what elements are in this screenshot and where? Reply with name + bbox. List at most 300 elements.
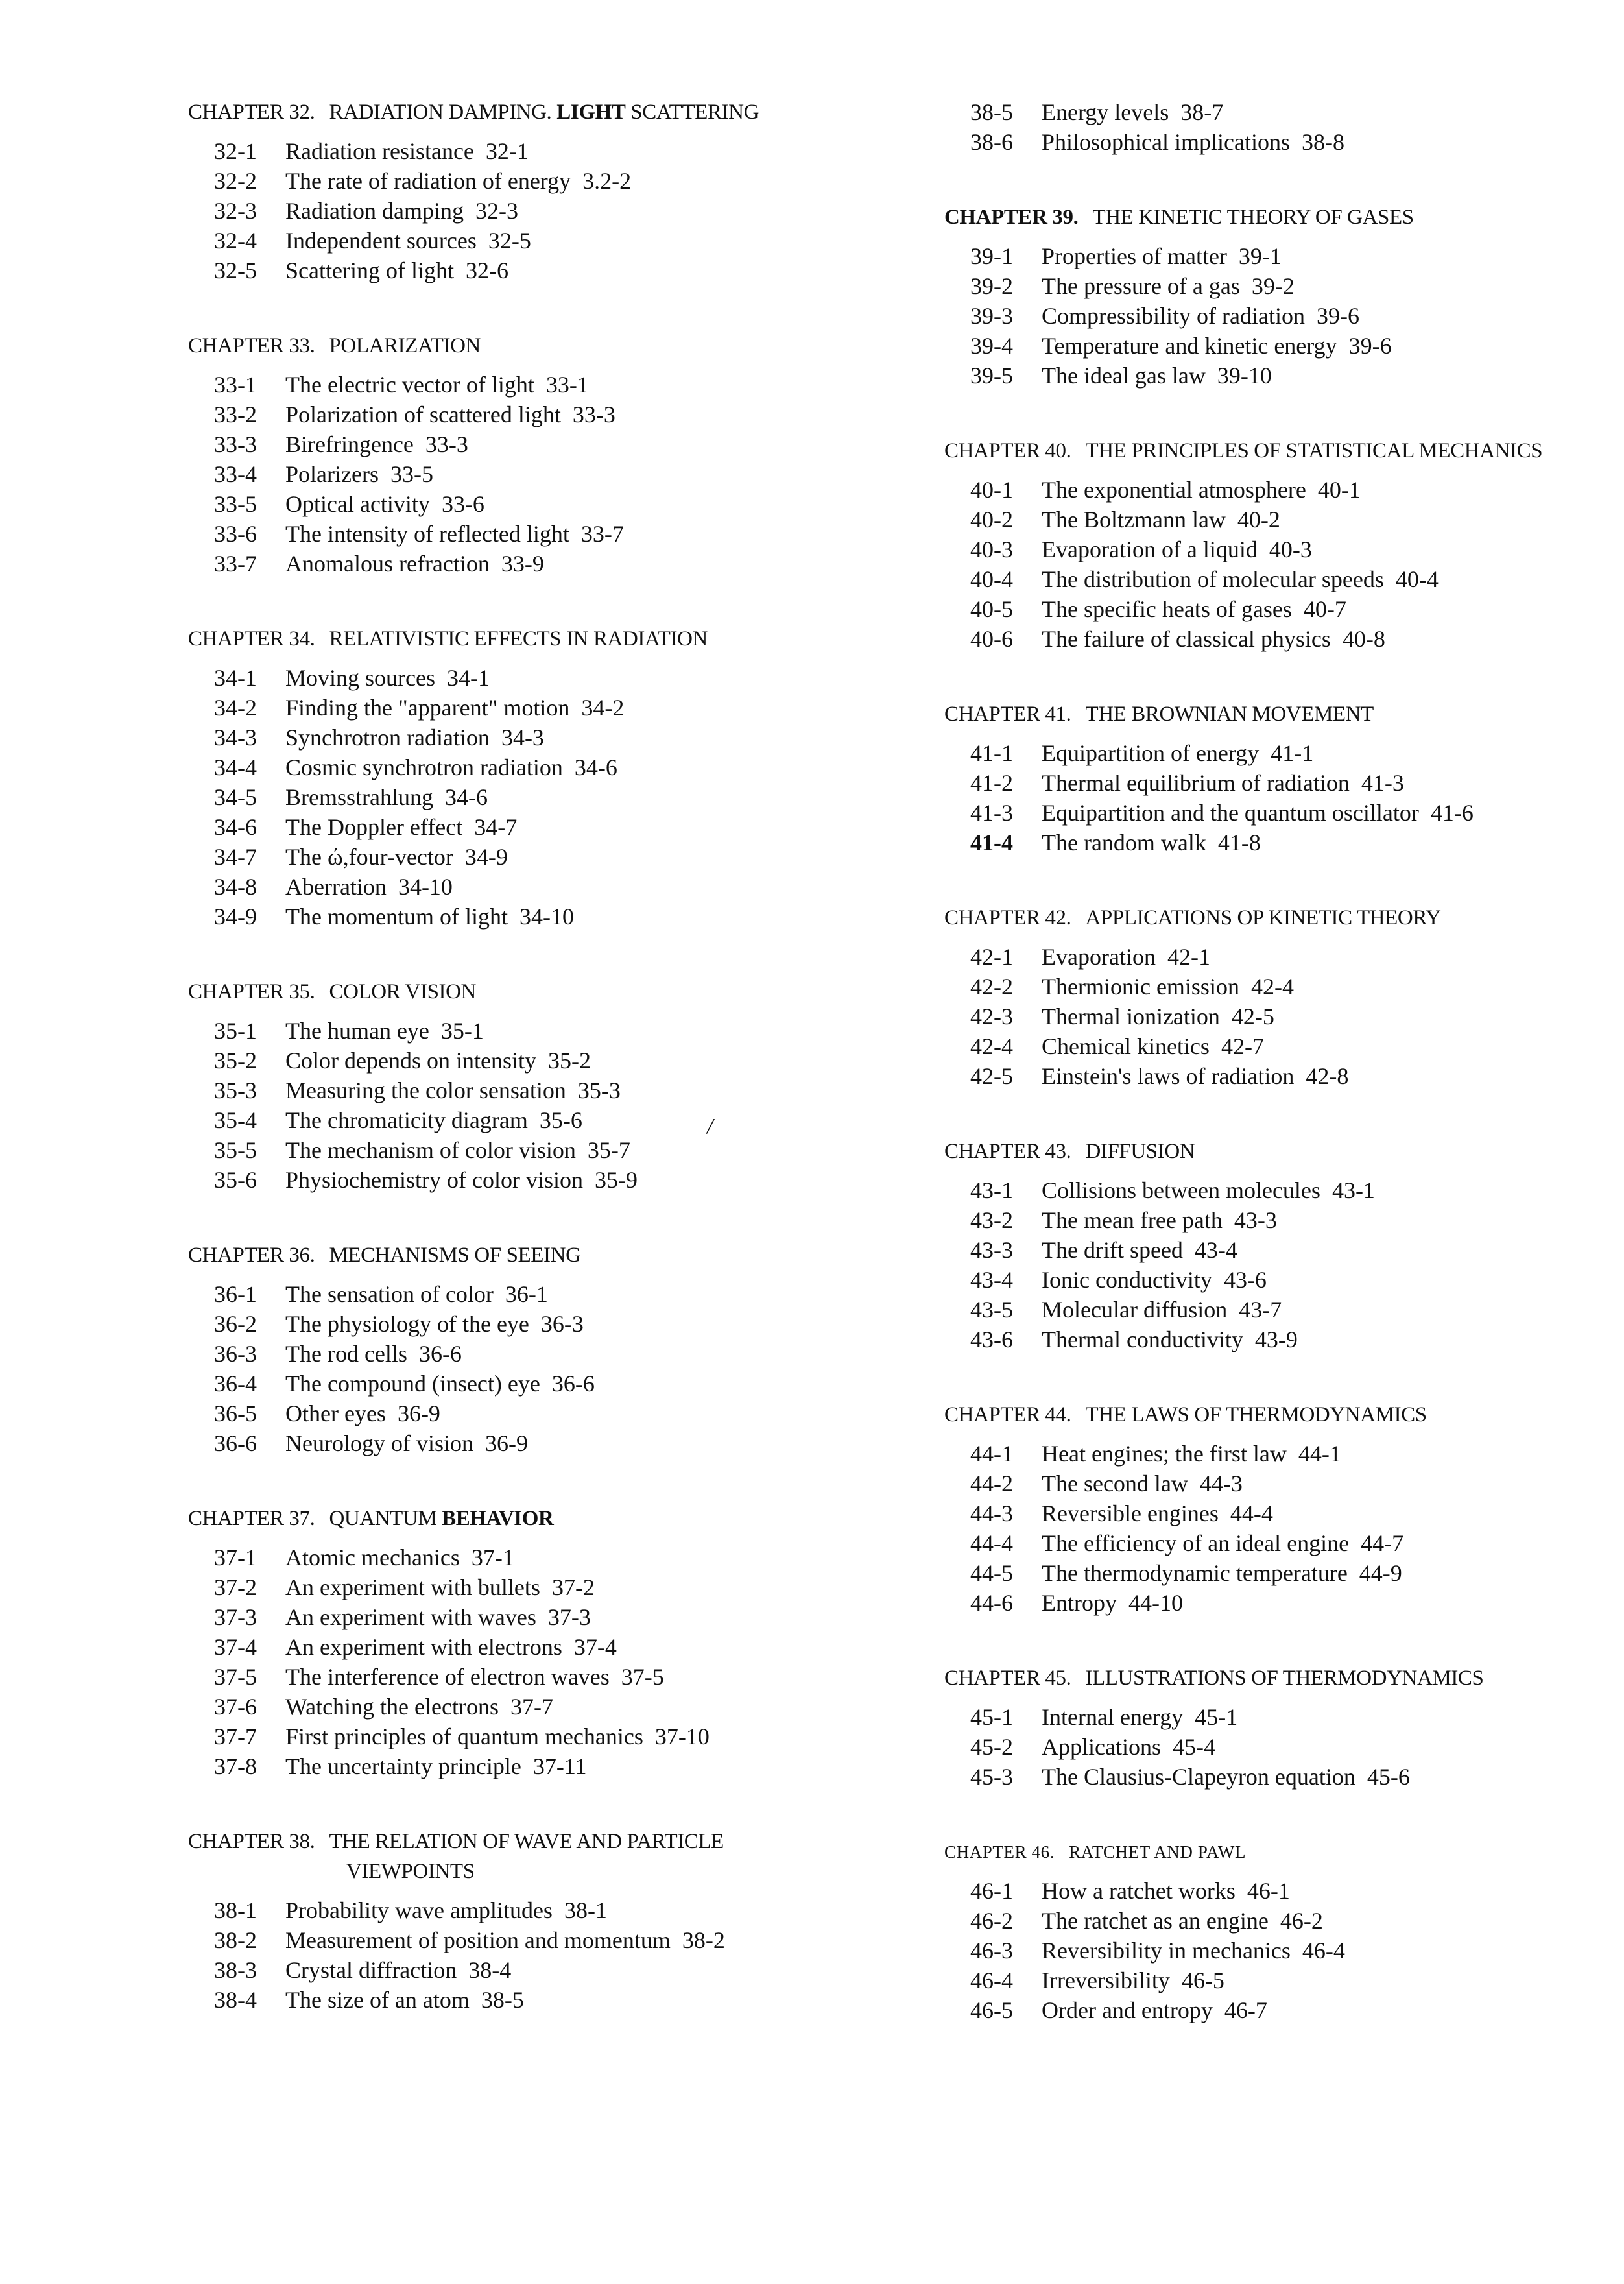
chapter-title [944,1136,1593,1166]
chapter-name: COLOR VISION [329,980,476,1004]
section-title: Evaporation [1042,944,1156,970]
section-entry [944,505,1593,535]
section-page: 44-7 [1361,1530,1404,1556]
section-number: 37-8 [214,1753,257,1779]
chapter-title [188,1240,914,1270]
section-entry [188,549,914,579]
section-page: 43-3 [1234,1207,1277,1233]
section-page: 46-7 [1224,1997,1267,2023]
section-entry [944,1732,1593,1762]
section-number: 36-3 [214,1341,257,1367]
chapter-label: CHAPTER 44. [944,1403,1071,1426]
section-number: 45-3 [970,1764,1013,1790]
section-number: 36-4 [214,1371,257,1397]
section-page: 3.2-2 [582,168,632,194]
section-entry [944,1002,1593,1031]
section-page: 34-6 [444,784,488,810]
section-entry [188,400,914,429]
section-title: Reversible engines [1042,1500,1219,1526]
section-page: 32-6 [465,258,508,283]
section-entry [188,1105,914,1135]
section-title: Irreversibility [1042,1967,1170,1993]
section-number: 43-4 [970,1267,1013,1293]
section-entry [944,331,1593,361]
section-title: Thermal conductivity [1042,1327,1243,1352]
section-title: Molecular diffusion [1042,1297,1228,1323]
section-entry [188,370,914,400]
section-page: 36-6 [551,1371,595,1397]
section-number: 43-3 [970,1237,1013,1263]
section-number: 33-3 [214,431,257,457]
section-entry [188,1309,914,1339]
section-title: An experiment with electrons [285,1634,562,1660]
section-title: Watching the electrons [285,1694,499,1720]
section-entry [188,1399,914,1428]
section-entry [188,1955,914,1985]
section-entry [944,1235,1593,1265]
section-title: Evaporation of a liquid [1042,536,1258,562]
section-entry [188,1722,914,1751]
section-number: 32-3 [214,198,257,224]
section-title: The ώ,four-vector [285,844,453,870]
section-number: 37-6 [214,1694,257,1720]
section-entry [188,459,914,489]
section-number: 36-2 [214,1311,257,1337]
chapter-title [188,97,914,127]
section-number: 44-4 [970,1530,1013,1556]
section-title: The interference of electron waves [285,1664,610,1690]
chapter-entry [188,624,914,932]
section-entry [944,241,1593,271]
section-title: Order and entropy [1042,1997,1213,2023]
section-number: 33-1 [214,372,257,398]
chapter-name: POLARIZATION [329,334,481,357]
section-number: 40-1 [970,477,1013,503]
chapter-name: DIFFUSION [1085,1140,1195,1163]
section-page: 44-9 [1359,1560,1402,1586]
section-title: The mechanism of color vision [285,1137,576,1163]
section-page: 41-3 [1361,770,1404,796]
section-page: 45-1 [1195,1704,1238,1730]
section-entry [944,1031,1593,1061]
chapter-title [188,624,914,654]
section-number: 33-4 [214,461,257,487]
section-entry [188,489,914,519]
section-entry [944,1528,1593,1558]
section-title: The distribution of molecular speeds [1042,566,1384,592]
section-entry [188,136,914,166]
section-page: 32-3 [475,198,518,224]
section-title: The human eye [285,1018,429,1044]
section-entry [944,1588,1593,1618]
chapter-label: CHAPTER 46. [944,1842,1055,1862]
section-title: The thermodynamic temperature [1042,1560,1348,1586]
section-page: 38-2 [682,1927,725,1953]
section-title: Synchrotron radiation [285,725,490,751]
section-page: 46-1 [1247,1878,1290,1904]
section-number: 36-5 [214,1400,257,1426]
section-number: 35-1 [214,1018,257,1044]
section-number: 45-1 [970,1704,1013,1730]
section-entry [944,1936,1593,1965]
section-title: The size of an atom [285,1987,470,2013]
section-title: Neurology of vision [285,1430,473,1456]
section-page: 44-3 [1199,1471,1243,1497]
chapter-label: CHAPTER 45. [944,1666,1071,1690]
section-page: 33-7 [580,521,624,547]
chapter-label: CHAPTER 43. [944,1140,1071,1163]
section-page: 37-4 [573,1634,617,1660]
stray-mark: / [707,1114,713,1138]
chapter-entry [944,202,1593,391]
section-number: 46-1 [970,1878,1013,1904]
section-title: Radiation damping [285,198,464,224]
section-number: 35-3 [214,1077,257,1103]
section-entry [188,1279,914,1309]
section-page: 39-1 [1238,243,1282,269]
chapter-title [944,1663,1593,1693]
section-entry [944,271,1593,301]
chapter-label: CHAPTER 41. [944,703,1071,726]
section-title: Moving sources [285,665,435,691]
section-title: The ideal gas law [1042,363,1206,389]
section-title: The second law [1042,1471,1188,1497]
section-number: 39-1 [970,243,1013,269]
section-page: 40-8 [1342,626,1385,652]
section-title: Heat engines; the first law [1042,1441,1287,1467]
section-entry [188,693,914,723]
section-page: 33-1 [545,372,589,398]
section-page: 37-2 [551,1574,595,1600]
chapter-title [944,903,1593,933]
section-number: 38-2 [214,1927,257,1953]
section-entry [944,828,1593,858]
section-number: 33-2 [214,402,257,427]
section-entry [188,1692,914,1722]
section-title: The failure of classical physics [1042,626,1331,652]
section-number: 45-2 [970,1734,1013,1760]
section-title: Other eyes [285,1400,386,1426]
section-page: 37-10 [654,1724,710,1749]
section-number: 41-3 [970,800,1013,826]
section-entry [944,1762,1593,1792]
chapter-entry [944,97,1593,157]
section-page: 42-7 [1221,1033,1264,1059]
section-title: Color depends on intensity [285,1048,536,1074]
section-title: The mean free path [1042,1207,1223,1233]
section-page: 38-5 [481,1987,524,2013]
section-number: 34-1 [214,665,257,691]
section-title: Equipartition and the quantum oscillator [1042,800,1419,826]
section-title: Scattering of light [285,258,454,283]
chapter-entry [944,1136,1593,1354]
section-page: 38-7 [1180,99,1224,125]
section-title: Aberration [285,874,387,900]
section-entry [188,812,914,842]
section-page: 34-3 [501,725,544,751]
chapter-label: CHAPTER 35. [188,980,315,1004]
section-number: 43-2 [970,1207,1013,1233]
chapter-name-continued: VIEWPOINTS [346,1860,475,1883]
section-title: Compressibility of radiation [1042,303,1305,329]
section-title: The pressure of a gas [1042,273,1240,299]
section-number: 46-3 [970,1938,1013,1964]
section-page: 42-4 [1250,974,1294,1000]
chapter-entry [944,1400,1593,1618]
section-entry [944,97,1593,127]
section-page: 34-10 [398,874,453,900]
section-page: 37-1 [471,1545,514,1570]
section-number: 46-4 [970,1967,1013,1993]
section-title: The chromaticity diagram [285,1107,528,1133]
chapter-label: CHAPTER 39. [944,206,1079,229]
section-entry [944,1906,1593,1936]
chapter-label: CHAPTER 34. [188,627,315,651]
section-number: 44-1 [970,1441,1013,1467]
section-entry [188,1543,914,1572]
chapter-title [944,436,1593,466]
section-entry [944,1995,1593,2025]
section-title: The uncertainty principle [285,1753,521,1779]
section-title: An experiment with bullets [285,1574,540,1600]
section-number: 42-1 [970,944,1013,970]
section-page: 35-2 [547,1048,591,1074]
section-entry [944,738,1593,768]
section-title: Finding the "apparent" motion [285,695,570,721]
section-page: 34-2 [581,695,625,721]
section-page: 46-4 [1302,1938,1345,1964]
section-page: 39-6 [1348,333,1392,359]
section-title: How a ratchet works [1042,1878,1236,1904]
section-page: 40-7 [1303,596,1346,622]
section-number: 37-1 [214,1545,257,1570]
section-title: Thermal equilibrium of radiation [1042,770,1350,796]
section-title: Polarizers [285,461,379,487]
chapter-entry [188,331,914,579]
section-title: The rod cells [285,1341,407,1367]
section-number: 39-4 [970,333,1013,359]
section-entry [188,196,914,226]
section-page: 33-6 [441,491,484,517]
section-entry [188,872,914,902]
section-title: The compound (insect) eye [285,1371,540,1397]
section-number: 36-1 [214,1281,257,1307]
section-entry [188,1632,914,1662]
chapter-title [188,331,914,361]
chapter-name: THE LAWS OF THERMODYNAMICS [1085,1403,1427,1426]
section-number: 34-9 [214,904,257,930]
section-entry [188,1076,914,1105]
chapter-name: RADIATION DAMPING. [329,101,552,124]
section-entry [188,1369,914,1399]
chapter-entry [944,436,1593,654]
section-entry [944,798,1593,828]
section-title: Bremsstrahlung [285,784,433,810]
section-page: 39-10 [1217,363,1272,389]
chapter-label: CHAPTER 33. [188,334,315,357]
section-number: 36-6 [214,1430,257,1456]
chapter-entry [188,1240,914,1458]
chapter-label: CHAPTER 38. [188,1830,315,1853]
section-entry [944,1558,1593,1588]
chapter-title [188,977,914,1007]
section-page: 38-1 [564,1897,607,1923]
section-number: 44-5 [970,1560,1013,1586]
section-title: Birefringence [285,431,414,457]
section-entry [944,1469,1593,1498]
section-title: The specific heats of gases [1042,596,1292,622]
section-number: 43-5 [970,1297,1013,1323]
section-page: 34-6 [574,754,617,780]
section-page: 35-6 [539,1107,582,1133]
section-entry [944,594,1593,624]
section-title: The Clausius-Clapeyron equation [1042,1764,1355,1790]
chapter-title [188,1504,914,1533]
section-page: 41-8 [1217,830,1261,856]
section-title: Energy levels [1042,99,1169,125]
section-entry [188,902,914,932]
section-entry [944,624,1593,654]
section-title: The physiology of the eye [285,1311,529,1337]
section-number: 41-1 [970,740,1013,766]
section-entry [188,1985,914,2015]
section-entry [188,1662,914,1692]
section-title: The momentum of light [285,904,508,930]
section-number: 40-5 [970,596,1013,622]
chapter-name: THE BROWNIAN MOVEMENT [1085,703,1374,726]
section-title: Atomic mechanics [285,1545,460,1570]
section-title: The drift speed [1042,1237,1183,1263]
section-title: Cosmic synchrotron radiation [285,754,563,780]
section-title: The Boltzmann law [1042,507,1226,533]
section-entry [188,1339,914,1369]
section-entry [188,166,914,196]
section-title: Measurement of position and momentum [285,1927,671,1953]
chapter-title [944,1837,1593,1867]
section-number: 42-5 [970,1063,1013,1089]
section-entry [944,564,1593,594]
section-entry [944,127,1593,157]
section-number: 44-6 [970,1590,1013,1616]
section-page: 36-6 [418,1341,462,1367]
section-title: Anomalous refraction [285,551,490,577]
section-title: The efficiency of an ideal engine [1042,1530,1350,1556]
chapter-label: CHAPTER 42. [944,906,1071,930]
section-page: 41-1 [1271,740,1314,766]
section-entry [944,942,1593,972]
section-number: 38-4 [214,1987,257,2013]
section-page: 40-4 [1395,566,1439,592]
section-number: 39-3 [970,303,1013,329]
section-entry [188,1895,914,1925]
chapter-title [188,1827,914,1886]
section-number: 37-2 [214,1574,257,1600]
section-title: The sensation of color [285,1281,494,1307]
section-number: 46-5 [970,1997,1013,2023]
section-page: 42-5 [1231,1004,1274,1029]
section-page: 40-2 [1237,507,1280,533]
section-page: 37-11 [532,1753,587,1779]
section-title: Reversibility in mechanics [1042,1938,1291,1964]
section-number: 35-2 [214,1048,257,1074]
section-page: 45-6 [1367,1764,1410,1790]
toc-right-column [944,97,1593,2071]
section-number: 42-3 [970,1004,1013,1029]
section-number: 40-3 [970,536,1013,562]
section-title: Thermionic emission [1042,974,1239,1000]
section-page: 38-8 [1301,129,1344,155]
section-number: 34-4 [214,754,257,780]
section-title: Radiation resistance [285,138,474,164]
chapter-label: CHAPTER 32. [188,101,315,124]
section-title: Equipartition of energy [1042,740,1260,766]
section-number: 37-5 [214,1664,257,1690]
chapter-name: THE KINETIC THEORY OF GASES [1092,206,1414,229]
section-title: The random walk [1042,830,1206,856]
chapter-entry [944,699,1593,858]
section-number: 34-8 [214,874,257,900]
section-entry [188,1751,914,1781]
section-entry [944,972,1593,1002]
chapter-entry [188,1827,914,2015]
toc-left-column [188,97,914,2060]
chapter-title [944,1400,1593,1430]
section-page: 42-8 [1306,1063,1349,1089]
chapter-name: RATCHET AND PAWL [1069,1842,1247,1862]
section-title: First principles of quantum mechanics [285,1724,643,1749]
section-number: 38-6 [970,129,1013,155]
section-title: An experiment with waves [285,1604,536,1630]
section-number: 35-6 [214,1167,257,1193]
section-entry [188,429,914,459]
section-title: Philosophical implications [1042,129,1290,155]
section-entry [944,475,1593,505]
section-number: 32-2 [214,168,257,194]
section-title: Chemical kinetics [1042,1033,1210,1059]
section-page: 37-7 [510,1694,553,1720]
section-page: 32-5 [488,228,531,254]
section-entry [944,1965,1593,1995]
section-number: 40-6 [970,626,1013,652]
chapter-title [944,699,1593,729]
section-entry [944,768,1593,798]
section-number: 38-1 [214,1897,257,1923]
chapter-name: MECHANISMS OF SEEING [329,1244,581,1267]
section-page: 34-7 [474,814,518,840]
section-entry [188,256,914,285]
section-entry [944,1498,1593,1528]
section-number: 33-5 [214,491,257,517]
section-title: The electric vector of light [285,372,534,398]
section-number: 34-5 [214,784,257,810]
section-title: Physiochemistry of color vision [285,1167,583,1193]
section-page: 43-6 [1223,1267,1267,1293]
section-number: 39-5 [970,363,1013,389]
section-title: The Doppler effect [285,814,463,840]
chapter-name: THE PRINCIPLES OF STATISTICAL MECHANICS [1085,439,1543,463]
section-page: 35-9 [594,1167,638,1193]
section-entry [944,1205,1593,1235]
section-entry [188,1572,914,1602]
section-entry [188,842,914,872]
section-number: 34-6 [214,814,257,840]
section-entry [944,1702,1593,1732]
section-page: 36-1 [505,1281,548,1307]
section-entry [944,361,1593,391]
section-number: 38-3 [214,1957,257,1983]
section-title: Collisions between molecules [1042,1177,1320,1203]
section-entry [188,519,914,549]
